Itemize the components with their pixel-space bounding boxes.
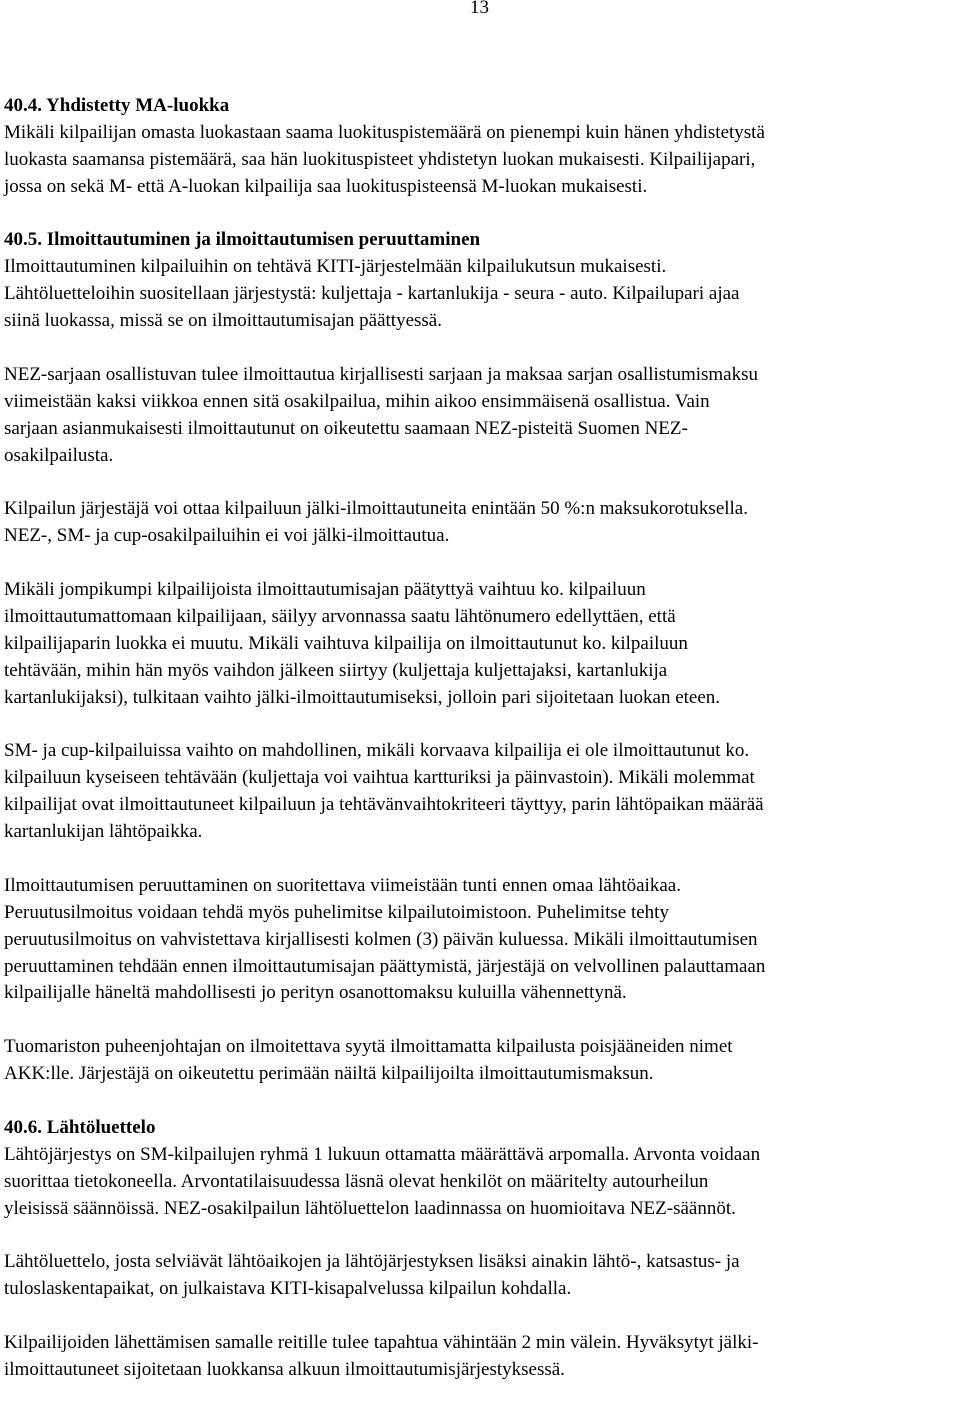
- text-line: Kilpailijoiden lähettämisen samalle reitille tulee tapahtua vähintään 2 min välein. Hyväksytyt jälki-: [4, 1331, 759, 1353]
- section-40-4: [4, 93, 960, 201]
- text-line: luokasta saamansa pistemäärä, saa hän luokituspisteet yhdistetyn luokan mukaisesti. Kilpailijapari,: [4, 148, 756, 170]
- paragraph-gap: [4, 846, 960, 873]
- paragraph-gap: [4, 469, 960, 496]
- text-line: Lähtöjärjestys on SM-kilpailujen ryhmä 1 lukuun ottamatta määrättävä arpomalla. Arvonta voidaan: [4, 1143, 761, 1165]
- text-line: Kilpailun järjestäjä voi ottaa kilpailuun jälki-ilmoittautuneita enintään 50 %:n maksukorotuksella.: [4, 498, 748, 520]
- paragraph: [4, 1142, 960, 1223]
- text-line: kilpailijaparin luokka ei muutu. Mikäli vaihtuva kilpailija on ilmoittautunut ko. kilpailuun: [4, 632, 688, 654]
- section-heading: 40.6. Lähtöluettelo: [4, 1116, 156, 1138]
- section-40-5: [4, 227, 960, 1088]
- text-line: kilpailijat ovat ilmoittautuneet kilpailuun ja tehtävänvaihtokriteeri täyttyy, parin lähtöpaikan määrää: [4, 794, 764, 816]
- paragraph: [4, 577, 960, 711]
- text-line: kilpailijalle häneltä mahdollisesti jo perityn osanottomaksu kuluilla vähennettynä.: [4, 982, 627, 1004]
- text-line: Lähtöluettelo, josta selviävät lähtöaikojen ja lähtöjärjestyksen lisäksi ainakin lähtö-, katsastus- ja: [4, 1251, 740, 1273]
- document-body: [4, 93, 960, 1384]
- text-line: peruuttaminen tehdään ennen ilmoittautumisajan päättymistä, järjestäjä on velvollinen palauttamaan: [4, 955, 766, 977]
- text-line: Mikäli jompikumpi kilpailijoista ilmoittautumisajan päätyttyä vaihtuu ko. kilpailuun: [4, 579, 646, 601]
- text-line: SM- ja cup-kilpailuissa vaihto on mahdollinen, mikäli korvaava kilpailija ei ole ilmoittautunut ko.: [4, 740, 750, 762]
- paragraph-gap: [4, 335, 960, 362]
- section-heading: 40.5. Ilmoittautuminen ja ilmoittautumisen peruuttaminen: [4, 229, 481, 251]
- text-line: Ilmoittautuminen kilpailuihin on tehtävä KITI-järjestelmään kilpailukutsun mukaisesti.: [4, 256, 667, 278]
- paragraph: [4, 1034, 960, 1088]
- paragraph: [4, 873, 960, 1007]
- paragraph: [4, 1330, 960, 1384]
- text-line: AKK:lle. Järjestäjä on oikeutettu perimään näiltä kilpailijoilta ilmoittautumismaksun.: [4, 1063, 654, 1085]
- paragraph-gap: [4, 1088, 960, 1115]
- text-line: Peruutusilmoitus voidaan tehdä myös puhelimitse kilpailutoimistoon. Puhelimitse tehty: [4, 901, 669, 923]
- paragraph-gap: [4, 711, 960, 738]
- paragraph-gap: [4, 201, 960, 228]
- text-line: jossa on sekä M- että A-luokan kilpailija saa luokituspisteensä M-luokan mukaisesti.: [4, 175, 648, 197]
- text-line: kartanlukijan lähtöpaikka.: [4, 821, 203, 843]
- text-line: Lähtöluetteloihin suositellaan järjestystä: kuljettaja - kartanlukija - seura - auto. Kilpailupari ajaa: [4, 283, 740, 305]
- text-line: tehtävään, mihin hän myös vaihdon jälkeen siirtyy (kuljettaja kuljettajaksi, kartanlukija: [4, 659, 668, 681]
- text-line: kartanlukijaksi), tulkitaan vaihto jälki-ilmoittautumiseksi, jolloin pari sijoitetaan luokan eteen.: [4, 686, 721, 708]
- paragraph: [4, 254, 960, 335]
- text-line: yleisissä säännöissä. NEZ-osakilpailun lähtöluettelon laadinnassa on huomioitava NEZ-säännöt.: [4, 1197, 736, 1219]
- text-line: viimeistään kaksi viikkoa ennen sitä osakilpailua, mihin aikoo ensimmäisenä osallistua. Vain: [4, 390, 710, 412]
- text-line: sarjaan asianmukaisesti ilmoittautunut on oikeutettu saamaan NEZ-pisteitä Suomen NEZ-: [4, 417, 688, 439]
- paragraph-gap: [4, 550, 960, 577]
- paragraph: [4, 496, 960, 550]
- text-line: kilpailuun kyseiseen tehtävään (kuljettaja voi vaihtua kartturiksi ja päinvastoin). Mikäli molemmat: [4, 767, 755, 789]
- text-line: Ilmoittautumisen peruuttaminen on suoritettava viimeistään tunti ennen omaa lähtöaikaa.: [4, 874, 681, 896]
- paragraph: [4, 362, 960, 470]
- text-line: ilmoittautumattomaan kilpailijaan, säilyy arvonnassa saatu lähtönumero edellyttäen, että: [4, 605, 676, 627]
- text-line: Tuomariston puheenjohtajan on ilmoitettava syytä ilmoittamatta kilpailusta poisjääneiden nimet: [4, 1036, 733, 1058]
- text-line: ilmoittautuneet sijoitetaan luokkansa alkuun ilmoittautumisjärjestyksessä.: [4, 1358, 565, 1380]
- text-line: peruutusilmoitus on vahvistettava kirjallisesti kolmen (3) päivän kuluessa. Mikäli ilmoittautumisen: [4, 928, 758, 950]
- paragraph: [4, 120, 960, 201]
- paragraph: [4, 738, 960, 846]
- text-line: tuloslaskentapaikat, on julkaistava KITI-kisapalvelussa kilpailun kohdalla.: [4, 1278, 572, 1300]
- paragraph-gap: [4, 1007, 960, 1034]
- text-line: suorittaa tietokoneella. Arvontatilaisuudessa läsnä olevat henkilöt on määritelty autourheilun: [4, 1170, 709, 1192]
- paragraph-gap: [4, 1303, 960, 1330]
- section-40-6: [4, 1115, 960, 1384]
- text-line: NEZ-, SM- ja cup-osakilpailuihin ei voi jälki-ilmoittautua.: [4, 525, 450, 547]
- text-line: NEZ-sarjaan osallistuvan tulee ilmoittautua kirjallisesti sarjaan ja maksaa sarjan osallistumismaksu: [4, 363, 758, 385]
- page-number: 13: [470, 0, 489, 18]
- section-heading: 40.4. Yhdistetty MA-luokka: [4, 95, 230, 116]
- paragraph-gap: [4, 1222, 960, 1249]
- text-line: osakilpailusta.: [4, 444, 114, 466]
- paragraph: [4, 1249, 960, 1303]
- text-line: siinä luokassa, missä se on ilmoittautumisajan päättyessä.: [4, 310, 442, 332]
- text-line: Mikäli kilpailijan omasta luokastaan saama luokituspistemäärä on pienempi kuin hänen yhdistetystä: [4, 121, 765, 143]
